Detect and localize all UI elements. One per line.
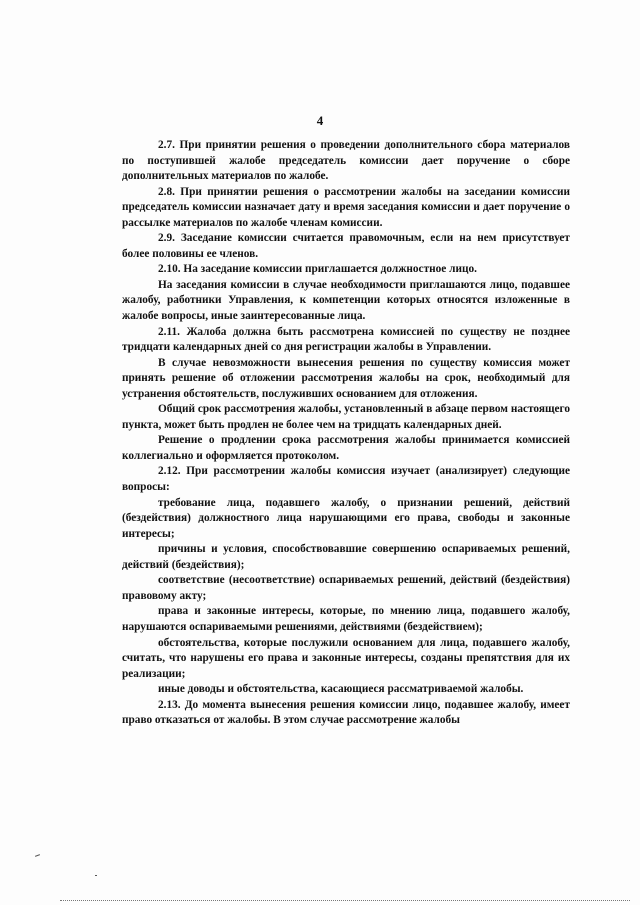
paragraph-2-13: 2.13. До момента вынесения решения комиссии лицо, подавшее жалобу, имеет право отказаться от жалобы. В этом случае рассмотрение жалобы [122,698,570,727]
paragraph-2-8: 2.8. При принятии решения о рассмотрении жалобы на заседании комиссии председатель комиссии назначает дату и время заседания комиссии и дает поручение о рассылке материалов по жалобе членам комиссии. [122,185,570,229]
paragraph-2-11: 2.11. Жалоба должна быть рассмотрена комиссией по существу не позднее тридцати календарных дней со дня регистрации жалобы в Управлении. [122,325,570,354]
paragraph-2-11-postponement: В случае невозможности вынесения решения по существу комиссия может принять решение об отложении рассмотрения жалобы на срок, необходимый для устранения обстоятельств, послуживших основанием для отложения. [122,356,570,400]
paragraph-2-11-extension: Общий срок рассмотрения жалобы, установленный в абзаце первом настоящего пункта, может быть продлен не более чем на тридцать календарных дней. [122,403,570,431]
list-item-other-arguments: иные доводы и обстоятельства, касающиеся рассматриваемой жалобы. [158,683,524,696]
paragraph-2-12: 2.12. При рассмотрении жалобы комиссия изучает (анализирует) следующие вопросы: [122,465,570,494]
list-item-causes: причины и условия, способствовавшие совершению оспариваемых решений, действий (бездействия); [122,543,570,571]
list-item-rights: права и законные интересы, которые, по мнению лица, подавшего жалобу, нарушаются оспариваемыми решениями, действиями (бездействием); [122,605,570,633]
paragraph-2-9: 2.9. Заседание комиссии считается правомочным, если на нем присутствует более половины ее членов. [122,232,570,260]
list-item-circumstances: обстоятельства, которые послужили основанием для лица, подавшего жалобу, считать, что нарушены его права и законные интересы, созданы препятствия для их реализации; [122,636,570,680]
document-body [122,138,570,729]
paragraph-2-10-invitees: На заседания комиссии в случае необходимости приглашаются лицо, подавшее жалобу, работники Управления, к компетенции которых относятся изложенные в жалобе вопросы, иные заинтересованные лица. [122,278,570,323]
paragraph-2-7: 2.7. При принятии решения о проведении дополнительного сбора материалов по поступившей жалобе председатель комиссии дает поручение о сборе дополнительных материалов по жалобе. [122,139,570,183]
scan-artifact [35,854,40,857]
scan-artifact [95,875,97,876]
scan-bottom-edge [60,900,630,902]
page-number: 4 [316,113,324,128]
list-item-requirement: требование лица, подавшего жалобу, о признании решений, действий (бездействия) должностного лица нарушающими его права, свободы и законные интересы; [122,496,570,540]
list-item-compliance: соответствие (несоответствие) оспариваемых решений, действий (бездействия) правовому акту; [122,574,570,602]
paragraph-2-10: 2.10. На заседание комиссии приглашается должностное лицо. [158,263,477,276]
paragraph-2-11-decision: Решение о продлении срока рассмотрения жалобы принимается комиссией коллегиально и оформляется протоколом. [122,434,570,462]
